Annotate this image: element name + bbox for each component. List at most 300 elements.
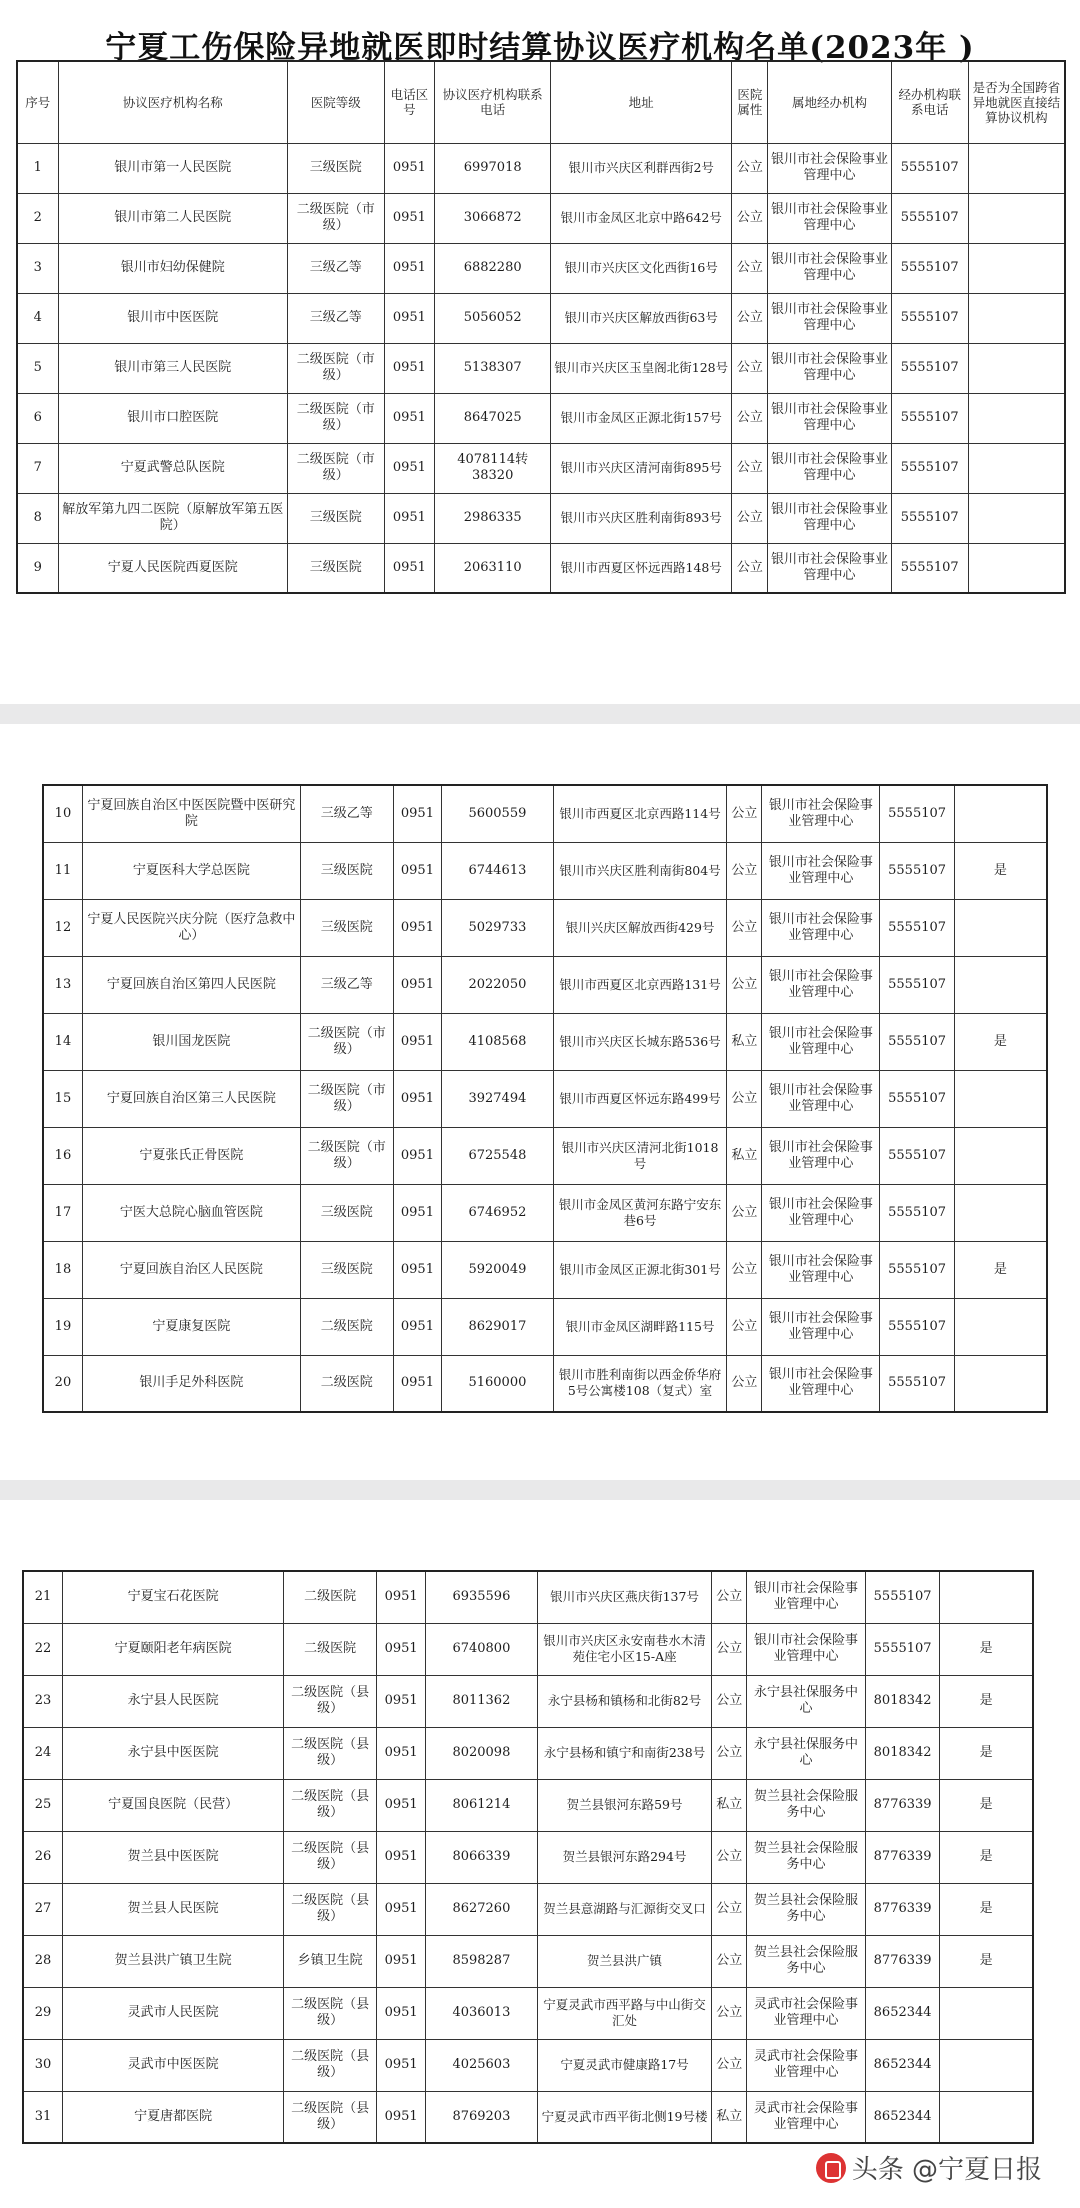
cross-province-flag: 是: [954, 1241, 1047, 1298]
agency-name: 灵武市社会保险事业管理中心: [747, 1987, 866, 2039]
source-watermark: [816, 2149, 1042, 2186]
cross-province-flag: 是: [954, 842, 1047, 899]
area-code: 0951: [384, 543, 435, 593]
cross-province-flag: [940, 2039, 1033, 2091]
hospital-phone: 8066339: [426, 1831, 538, 1883]
hospital-attribute: 公立: [727, 1241, 762, 1298]
agency-name: 银川市社会保险事业管理中心: [762, 785, 880, 842]
hospital-attribute: 公立: [727, 1298, 762, 1355]
hospital-name: 宁夏回族自治区第三人民医院: [82, 1070, 300, 1127]
area-code: 0951: [393, 842, 442, 899]
hospital-attribute: 公立: [732, 393, 768, 443]
hospital-name: 银川市第三人民医院: [58, 343, 287, 393]
table-row: [43, 1184, 1047, 1241]
agency-name: 银川市社会保险事业管理中心: [747, 1571, 866, 1623]
row-index: 22: [23, 1623, 63, 1675]
table-row: [23, 1779, 1033, 1831]
row-index: 25: [23, 1779, 63, 1831]
cross-province-flag: [954, 899, 1047, 956]
cross-province-flag: 是: [940, 1831, 1033, 1883]
cross-province-flag: 是: [940, 1779, 1033, 1831]
agency-name: 灵武市社会保险事业管理中心: [747, 2039, 866, 2091]
hospital-level: 三级医院: [300, 899, 393, 956]
agency-phone: 5555107: [880, 1355, 954, 1412]
agency-name: 银川市社会保险事业管理中心: [768, 543, 891, 593]
hospital-attribute: 私立: [712, 2091, 747, 2143]
hospital-address: 银川兴庆区解放西街429号: [553, 899, 727, 956]
toutiao-logo-icon: [816, 2153, 846, 2183]
hospital-attribute: 公立: [727, 1070, 762, 1127]
table-row: [23, 1987, 1033, 2039]
area-code: 0951: [393, 1298, 442, 1355]
hospital-phone: 2063110: [435, 543, 551, 593]
hospital-name: 银川国龙医院: [82, 1013, 300, 1070]
row-index: 11: [43, 842, 82, 899]
hospital-address: 宁夏灵武市西平路与中山街交汇处: [537, 1987, 712, 2039]
hospital-attribute: 公立: [732, 543, 768, 593]
hospital-address: 宁夏灵武市西平街北侧19号楼: [537, 2091, 712, 2143]
hospital-level: 乡镇卫生院: [284, 1935, 377, 1987]
hospital-level: 三级乙等: [287, 243, 384, 293]
hospital-name: 银川市第二人民医院: [58, 193, 287, 243]
area-code: 0951: [377, 2039, 426, 2091]
table-row: [43, 1127, 1047, 1184]
area-code: 0951: [377, 1779, 426, 1831]
agency-name: 银川市社会保险事业管理中心: [762, 1013, 880, 1070]
table-row: [23, 1831, 1033, 1883]
hospital-level: 三级医院: [287, 143, 384, 193]
agency-phone: 5555107: [880, 842, 954, 899]
agency-name: 银川市社会保险事业管理中心: [762, 842, 880, 899]
hospital-address: 银川市兴庆区解放西街63号: [551, 293, 732, 343]
hospital-phone: 3927494: [442, 1070, 553, 1127]
row-index: 19: [43, 1298, 82, 1355]
hospital-phone: 8020098: [426, 1727, 538, 1779]
hospital-address: 银川市兴庆区文化西街16号: [551, 243, 732, 293]
cross-province-flag: [940, 2091, 1033, 2143]
row-index: 27: [23, 1883, 63, 1935]
agency-phone: 5555107: [865, 1623, 939, 1675]
hospital-level: 二级医院（县级）: [284, 1779, 377, 1831]
hospital-phone: 6746952: [442, 1184, 553, 1241]
hospital-phone: 8061214: [426, 1779, 538, 1831]
hospital-attribute: 公立: [712, 1623, 747, 1675]
agency-phone: 5555107: [891, 243, 968, 293]
agency-phone: 5555107: [880, 1127, 954, 1184]
hospital-level: 二级医院（县级）: [284, 1727, 377, 1779]
area-code: 0951: [377, 1831, 426, 1883]
hospital-level: 三级医院: [300, 1184, 393, 1241]
cross-province-flag: [968, 393, 1065, 443]
row-index: 18: [43, 1241, 82, 1298]
document-page-1: [0, 0, 1080, 704]
row-index: 30: [23, 2039, 63, 2091]
hospital-address: 贺兰县洪广镇: [537, 1935, 712, 1987]
hospital-address: 银川市兴庆区清河北街1018号: [553, 1127, 727, 1184]
header-level: 医院等级: [287, 61, 384, 143]
hospital-attribute: 私立: [727, 1013, 762, 1070]
hospital-name: 宁夏医科大学总医院: [82, 842, 300, 899]
hospital-address: 宁夏灵武市健康路17号: [537, 2039, 712, 2091]
row-index: 9: [17, 543, 58, 593]
cross-province-flag: 是: [940, 1727, 1033, 1779]
agency-name: 银川市社会保险事业管理中心: [762, 1355, 880, 1412]
hospital-address: 永宁县杨和镇杨和北街82号: [537, 1675, 712, 1727]
header-area-code: 电话区号: [384, 61, 435, 143]
hospital-level: 三级乙等: [287, 293, 384, 343]
table-row: [23, 2091, 1033, 2143]
cross-province-flag: 是: [940, 1675, 1033, 1727]
hospital-level: 二级医院（市级）: [287, 193, 384, 243]
hospital-phone: 6725548: [442, 1127, 553, 1184]
agency-name: 银川市社会保险事业管理中心: [762, 956, 880, 1013]
agency-phone: 8776339: [865, 1883, 939, 1935]
agency-name: 贺兰县社会保险服务中心: [747, 1935, 866, 1987]
hospital-address: 永宁县杨和镇宁和南街238号: [537, 1727, 712, 1779]
row-index: 12: [43, 899, 82, 956]
table-row: [23, 2039, 1033, 2091]
hospital-name: 永宁县中医医院: [63, 1727, 284, 1779]
cross-province-flag: [954, 1070, 1047, 1127]
area-code: 0951: [393, 1013, 442, 1070]
hospital-address: 银川市胜利南街以西金侨华府5号公寓楼108（复式）室: [553, 1355, 727, 1412]
hospital-attribute: 公立: [712, 1935, 747, 1987]
table-header-row: [17, 61, 1065, 143]
hospital-phone: 4078114转38320: [435, 443, 551, 493]
hospital-level: 二级医院: [284, 1623, 377, 1675]
hospital-attribute: 公立: [732, 443, 768, 493]
agency-name: 银川市社会保险事业管理中心: [762, 1127, 880, 1184]
hospital-attribute: 公立: [727, 842, 762, 899]
agency-name: 银川市社会保险事业管理中心: [768, 143, 891, 193]
agency-name: 贺兰县社会保险服务中心: [747, 1883, 866, 1935]
hospital-name: 宁医大总院心脑血管医院: [82, 1184, 300, 1241]
hospital-phone: 2986335: [435, 493, 551, 543]
hospital-level: 二级医院（市级）: [287, 393, 384, 443]
hospital-address: 银川市金凤区北京中路642号: [551, 193, 732, 243]
hospital-address: 贺兰县银河东路59号: [537, 1779, 712, 1831]
area-code: 0951: [384, 393, 435, 443]
agency-name: 灵武市社会保险事业管理中心: [747, 2091, 866, 2143]
hospital-address: 银川市西夏区怀远东路499号: [553, 1070, 727, 1127]
cross-province-flag: [954, 785, 1047, 842]
agency-name: 银川市社会保险事业管理中心: [762, 1241, 880, 1298]
area-code: 0951: [377, 2091, 426, 2143]
agency-name: 银川市社会保险事业管理中心: [747, 1623, 866, 1675]
table-row: [43, 1070, 1047, 1127]
hospital-name: 银川市第一人民医院: [58, 143, 287, 193]
area-code: 0951: [377, 1935, 426, 1987]
hospital-phone: 5138307: [435, 343, 551, 393]
hospital-name: 解放军第九四二医院（原解放军第五医院）: [58, 493, 287, 543]
hospital-address: 银川市西夏区北京西路114号: [553, 785, 727, 842]
agency-phone: 8776339: [865, 1935, 939, 1987]
hospital-attribute: 公立: [732, 243, 768, 293]
hospital-name: 宁夏颐阳老年病医院: [63, 1623, 284, 1675]
agency-name: 银川市社会保险事业管理中心: [768, 243, 891, 293]
agency-phone: 5555107: [891, 443, 968, 493]
area-code: 0951: [384, 243, 435, 293]
hospital-phone: 8598287: [426, 1935, 538, 1987]
agency-phone: 5555107: [880, 899, 954, 956]
hospital-attribute: 公立: [727, 899, 762, 956]
hospital-level: 三级医院: [300, 842, 393, 899]
cross-province-flag: 是: [940, 1623, 1033, 1675]
row-index: 24: [23, 1727, 63, 1779]
hospital-phone: 8011362: [426, 1675, 538, 1727]
hospital-level: 三级乙等: [300, 785, 393, 842]
hospital-phone: 5920049: [442, 1241, 553, 1298]
hospital-attribute: 公立: [712, 1727, 747, 1779]
agency-phone: 8776339: [865, 1779, 939, 1831]
hospital-name: 灵武市人民医院: [63, 1987, 284, 2039]
table-row: [17, 393, 1065, 443]
hospital-name: 银川市妇幼保健院: [58, 243, 287, 293]
hospital-attribute: 公立: [727, 1355, 762, 1412]
hospital-table-page-2: [42, 784, 1048, 1413]
agency-phone: 5555107: [891, 193, 968, 243]
hospital-name: 贺兰县人民医院: [63, 1883, 284, 1935]
hospital-level: 二级医院（市级）: [287, 443, 384, 493]
row-index: 1: [17, 143, 58, 193]
table-row: [17, 293, 1065, 343]
hospital-level: 二级医院（县级）: [284, 1675, 377, 1727]
hospital-level: 二级医院（市级）: [300, 1070, 393, 1127]
table-row: [17, 543, 1065, 593]
hospital-address: 贺兰县意湖路与汇源街交叉口: [537, 1883, 712, 1935]
hospital-name: 宁夏武警总队医院: [58, 443, 287, 493]
agency-phone: 5555107: [880, 956, 954, 1013]
header-cross-province: 是否为全国跨省异地就医直接结算协议机构: [968, 61, 1065, 143]
hospital-name: 银川手足外科医院: [82, 1355, 300, 1412]
hospital-level: 二级医院（市级）: [300, 1013, 393, 1070]
hospital-level: 三级医院: [287, 543, 384, 593]
row-index: 14: [43, 1013, 82, 1070]
table-row: [23, 1727, 1033, 1779]
header-agency-phone: 经办机构联系电话: [891, 61, 968, 143]
hospital-attribute: 公立: [727, 956, 762, 1013]
hospital-attribute: 公立: [712, 1675, 747, 1727]
agency-name: 银川市社会保险事业管理中心: [768, 193, 891, 243]
area-code: 0951: [393, 1355, 442, 1412]
table-row: [17, 343, 1065, 393]
agency-phone: 5555107: [891, 143, 968, 193]
area-code: 0951: [393, 1184, 442, 1241]
table-row: [43, 785, 1047, 842]
hospital-level: 二级医院: [300, 1355, 393, 1412]
header-agency: 属地经办机构: [768, 61, 891, 143]
area-code: 0951: [377, 1727, 426, 1779]
agency-name: 银川市社会保险事业管理中心: [768, 493, 891, 543]
agency-phone: 5555107: [891, 293, 968, 343]
hospital-phone: 3066872: [435, 193, 551, 243]
area-code: 0951: [384, 343, 435, 393]
agency-phone: 5555107: [880, 785, 954, 842]
table-row: [43, 1355, 1047, 1412]
agency-phone: 8652344: [865, 1987, 939, 2039]
hospital-phone: 6744613: [442, 842, 553, 899]
agency-phone: 5555107: [880, 1013, 954, 1070]
table-row: [43, 1013, 1047, 1070]
hospital-name: 宁夏回族自治区第四人民医院: [82, 956, 300, 1013]
agency-phone: 5555107: [891, 393, 968, 443]
hospital-phone: 4036013: [426, 1987, 538, 2039]
row-index: 20: [43, 1355, 82, 1412]
agency-name: 银川市社会保险事业管理中心: [762, 899, 880, 956]
table-row: [43, 899, 1047, 956]
agency-phone: 8018342: [865, 1675, 939, 1727]
agency-phone: 8018342: [865, 1727, 939, 1779]
row-index: 31: [23, 2091, 63, 2143]
row-index: 6: [17, 393, 58, 443]
area-code: 0951: [377, 1571, 426, 1623]
agency-name: 贺兰县社会保险服务中心: [747, 1831, 866, 1883]
hospital-name: 永宁县人民医院: [63, 1675, 284, 1727]
area-code: 0951: [377, 1883, 426, 1935]
hospital-address: 银川市兴庆区永安南巷水木清苑住宅小区15-A座: [537, 1623, 712, 1675]
hospital-phone: 6882280: [435, 243, 551, 293]
row-index: 5: [17, 343, 58, 393]
cross-province-flag: [954, 1355, 1047, 1412]
cross-province-flag: [968, 243, 1065, 293]
hospital-name: 宁夏康复医院: [82, 1298, 300, 1355]
hospital-phone: 6997018: [435, 143, 551, 193]
cross-province-flag: [968, 543, 1065, 593]
hospital-level: 三级医院: [287, 493, 384, 543]
header-index: 序号: [17, 61, 58, 143]
agency-phone: 5555107: [891, 493, 968, 543]
agency-name: 银川市社会保险事业管理中心: [768, 293, 891, 343]
hospital-level: 三级医院: [300, 1241, 393, 1298]
hospital-phone: 8769203: [426, 2091, 538, 2143]
table-row: [17, 443, 1065, 493]
area-code: 0951: [384, 193, 435, 243]
hospital-table-page-1: [16, 60, 1066, 594]
row-index: 13: [43, 956, 82, 1013]
area-code: 0951: [393, 785, 442, 842]
agency-name: 银川市社会保险事业管理中心: [762, 1298, 880, 1355]
agency-phone: 8652344: [865, 2039, 939, 2091]
area-code: 0951: [384, 443, 435, 493]
agency-name: 银川市社会保险事业管理中心: [768, 343, 891, 393]
hospital-attribute: 公立: [732, 293, 768, 343]
hospital-attribute: 公立: [732, 343, 768, 393]
row-index: 15: [43, 1070, 82, 1127]
hospital-level: 二级医院（市级）: [287, 343, 384, 393]
row-index: 2: [17, 193, 58, 243]
area-code: 0951: [393, 1070, 442, 1127]
cross-province-flag: [968, 443, 1065, 493]
hospital-name: 银川市中医医院: [58, 293, 287, 343]
row-index: 26: [23, 1831, 63, 1883]
header-phone: 协议医疗机构联系电话: [435, 61, 551, 143]
cross-province-flag: [968, 493, 1065, 543]
cross-province-flag: [968, 143, 1065, 193]
hospital-phone: 6935596: [426, 1571, 538, 1623]
hospital-phone: 5056052: [435, 293, 551, 343]
hospital-address: 银川市金凤区湖畔路115号: [553, 1298, 727, 1355]
agency-phone: 5555107: [880, 1070, 954, 1127]
area-code: 0951: [377, 1987, 426, 2039]
cross-province-flag: 是: [940, 1883, 1033, 1935]
hospital-attribute: 公立: [727, 785, 762, 842]
hospital-table-page-3: [22, 1570, 1034, 2144]
header-name: 协议医疗机构名称: [58, 61, 287, 143]
hospital-level: 三级乙等: [300, 956, 393, 1013]
hospital-level: 二级医院（县级）: [284, 1987, 377, 2039]
table-row: [23, 1883, 1033, 1935]
row-index: 8: [17, 493, 58, 543]
area-code: 0951: [384, 143, 435, 193]
document-page-2: [0, 724, 1080, 1480]
table-row: [23, 1935, 1033, 1987]
hospital-attribute: 公立: [712, 2039, 747, 2091]
area-code: 0951: [377, 1623, 426, 1675]
hospital-level: 二级医院: [284, 1571, 377, 1623]
hospital-name: 宁夏回族自治区中医医院暨中医研究院: [82, 785, 300, 842]
hospital-attribute: 公立: [732, 493, 768, 543]
hospital-name: 宁夏回族自治区人民医院: [82, 1241, 300, 1298]
cross-province-flag: [968, 343, 1065, 393]
agency-phone: 8776339: [865, 1831, 939, 1883]
row-index: 29: [23, 1987, 63, 2039]
table-row: [17, 493, 1065, 543]
cross-province-flag: [954, 1298, 1047, 1355]
agency-phone: 5555107: [880, 1241, 954, 1298]
hospital-attribute: 公立: [727, 1184, 762, 1241]
hospital-name: 宁夏宝石花医院: [63, 1571, 284, 1623]
area-code: 0951: [384, 293, 435, 343]
hospital-address: 银川市兴庆区玉皇阁北街128号: [551, 343, 732, 393]
row-index: 7: [17, 443, 58, 493]
hospital-address: 银川市兴庆区长城东路536号: [553, 1013, 727, 1070]
hospital-address: 贺兰县银河东路294号: [537, 1831, 712, 1883]
agency-name: 银川市社会保险事业管理中心: [768, 443, 891, 493]
row-index: 10: [43, 785, 82, 842]
hospital-attribute: 公立: [712, 1571, 747, 1623]
table-row: [17, 143, 1065, 193]
hospital-address: 银川市兴庆区清河南街895号: [551, 443, 732, 493]
hospital-phone: 2022050: [442, 956, 553, 1013]
agency-name: 永宁县社保服务中心: [747, 1675, 866, 1727]
hospital-level: 二级医院（县级）: [284, 2039, 377, 2091]
agency-phone: 5555107: [880, 1184, 954, 1241]
cross-province-flag: 是: [940, 1935, 1033, 1987]
agency-name: 银川市社会保险事业管理中心: [762, 1070, 880, 1127]
table-row: [43, 842, 1047, 899]
row-index: 28: [23, 1935, 63, 1987]
hospital-phone: 8647025: [435, 393, 551, 443]
cross-province-flag: 是: [954, 1013, 1047, 1070]
hospital-phone: 5029733: [442, 899, 553, 956]
area-code: 0951: [393, 1241, 442, 1298]
table-row: [17, 243, 1065, 293]
agency-name: 永宁县社保服务中心: [747, 1727, 866, 1779]
hospital-level: 二级医院: [300, 1298, 393, 1355]
hospital-address: 银川市金凤区黄河东路宁安东巷6号: [553, 1184, 727, 1241]
table-row: [17, 193, 1065, 243]
agency-name: 银川市社会保险事业管理中心: [768, 393, 891, 443]
hospital-name: 灵武市中医医院: [63, 2039, 284, 2091]
cross-province-flag: [968, 293, 1065, 343]
hospital-attribute: 公立: [732, 143, 768, 193]
document-title: 宁夏工伤保险异地就医即时结算协议医疗机构名单(2023年 ): [105, 30, 975, 66]
agency-phone: 5555107: [865, 1571, 939, 1623]
hospital-phone: 4108568: [442, 1013, 553, 1070]
agency-name: 贺兰县社会保险服务中心: [747, 1779, 866, 1831]
hospital-attribute: 公立: [712, 1987, 747, 2039]
hospital-address: 银川市西夏区怀远西路148号: [551, 543, 732, 593]
